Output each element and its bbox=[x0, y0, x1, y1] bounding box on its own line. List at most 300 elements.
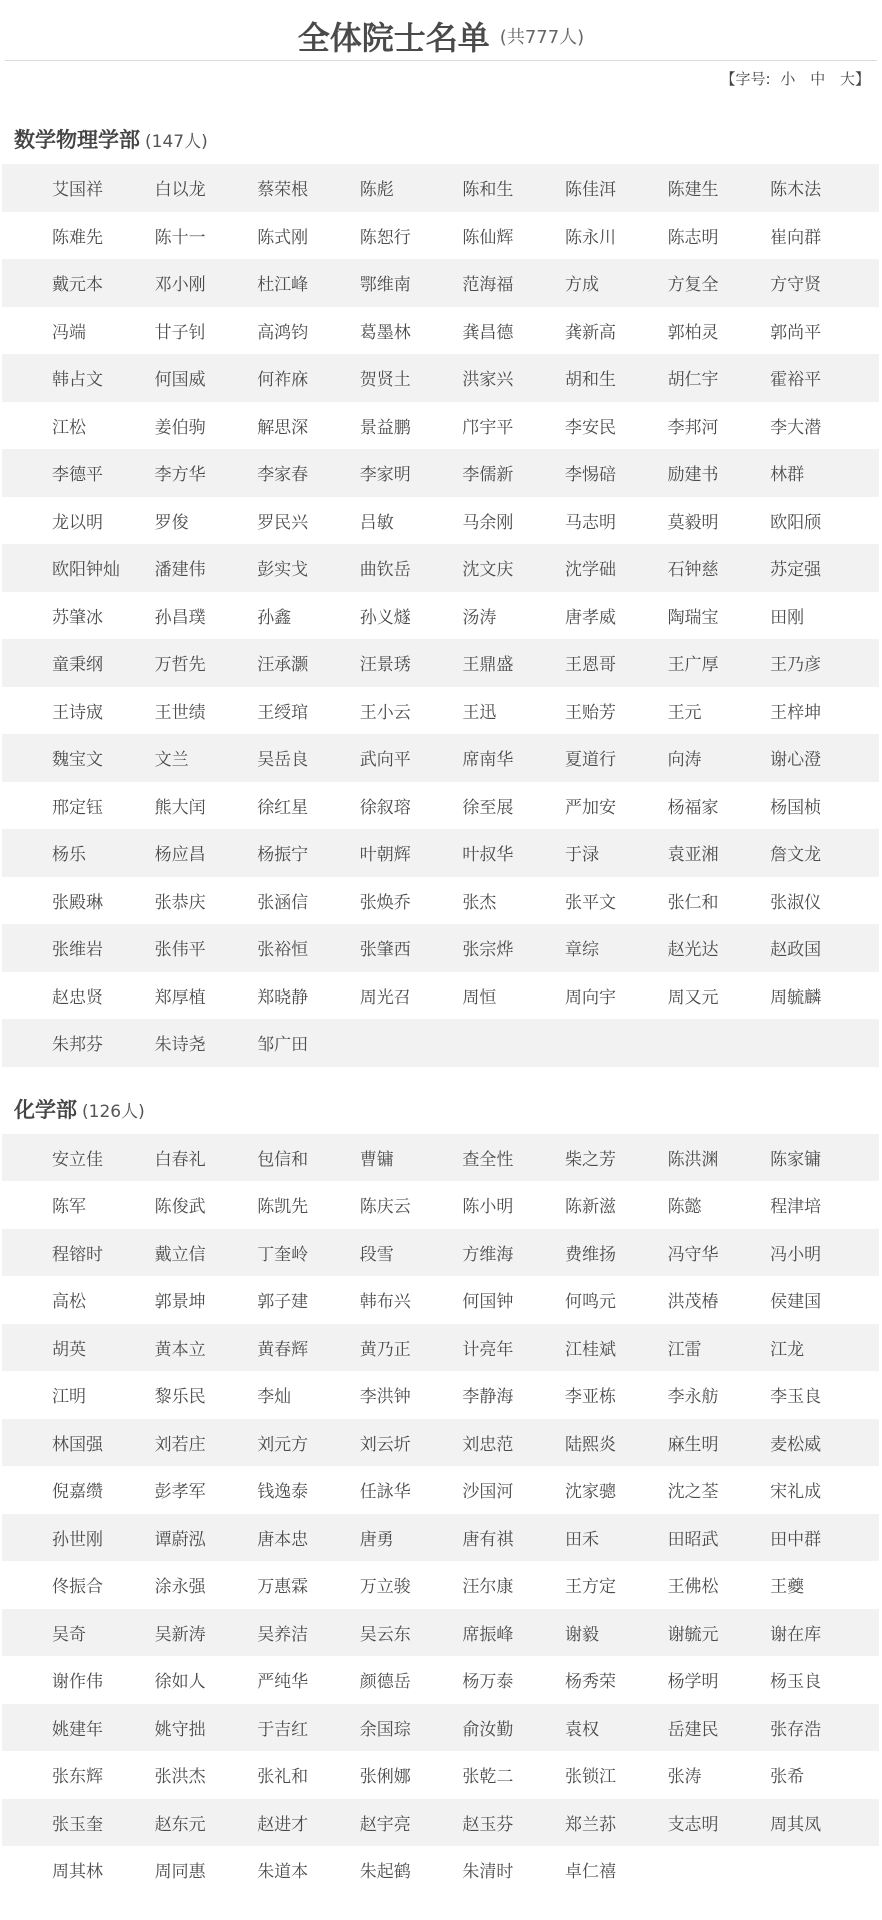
member-name-link[interactable]: 李儒新 bbox=[462, 465, 514, 486]
member-name-link[interactable]: 苏定强 bbox=[770, 560, 822, 581]
member-name-link[interactable]: 杜江峰 bbox=[257, 275, 309, 296]
member-name-link[interactable]: 王诗宬 bbox=[52, 702, 103, 723]
member-name-link[interactable]: 江雷 bbox=[667, 1339, 702, 1360]
member-name-link[interactable]: 陈恕行 bbox=[359, 227, 411, 248]
font-size-small-link[interactable]: 小 bbox=[780, 70, 796, 88]
member-name-link[interactable]: 彭孝军 bbox=[154, 1482, 206, 1503]
member-name-link[interactable]: 景益鹏 bbox=[359, 417, 411, 438]
member-row bbox=[2, 1419, 879, 1467]
member-name-link[interactable]: 姜伯驹 bbox=[154, 417, 206, 438]
member-name-link[interactable]: 王鼎盛 bbox=[462, 655, 514, 676]
member-name-link[interactable]: 徐红星 bbox=[257, 797, 309, 818]
member-row bbox=[2, 687, 879, 735]
font-size-medium-link[interactable]: 中 bbox=[810, 70, 826, 88]
member-name-link[interactable]: 谭蔚泓 bbox=[154, 1529, 206, 1550]
member-name-link[interactable]: 谢作伟 bbox=[52, 1672, 103, 1693]
member-name-link[interactable]: 张宗烨 bbox=[462, 940, 514, 961]
member-name-link[interactable]: 白春礼 bbox=[154, 1149, 206, 1170]
member-name-link[interactable]: 胡仁宇 bbox=[667, 370, 719, 391]
member-name-link[interactable]: 张玉奎 bbox=[52, 1814, 103, 1835]
member-name-link[interactable]: 何国钟 bbox=[462, 1292, 514, 1313]
member-name-link[interactable]: 洪茂椿 bbox=[667, 1292, 719, 1313]
member-name-link[interactable]: 岳建民 bbox=[667, 1719, 719, 1740]
member-name-link[interactable]: 熊大闰 bbox=[154, 797, 206, 818]
member-name-link[interactable]: 朱清时 bbox=[462, 1862, 514, 1883]
member-name-link[interactable]: 韩占文 bbox=[52, 370, 103, 391]
member-name-link[interactable]: 李邦河 bbox=[667, 417, 719, 438]
member-name-link[interactable]: 解思深 bbox=[257, 417, 309, 438]
member-name-link[interactable]: 支志明 bbox=[667, 1814, 719, 1835]
member-name-link[interactable]: 李灿 bbox=[257, 1387, 292, 1408]
member-name-link[interactable]: 陈军 bbox=[52, 1197, 86, 1218]
font-size-bar bbox=[0, 61, 882, 97]
section-count: (147人) bbox=[145, 132, 208, 152]
member-row bbox=[2, 164, 879, 212]
member-name-link[interactable]: 石钟慈 bbox=[667, 560, 719, 581]
member-name-link[interactable]: 万立骏 bbox=[359, 1577, 411, 1598]
member-name-link[interactable]: 陈彪 bbox=[359, 180, 394, 201]
member-name-link[interactable]: 向涛 bbox=[667, 750, 702, 771]
member-name-link[interactable]: 刘忠范 bbox=[462, 1434, 514, 1455]
member-name-link[interactable]: 田刚 bbox=[770, 607, 805, 628]
member-name-link[interactable]: 陈小明 bbox=[462, 1197, 514, 1218]
member-name-link[interactable]: 郑厚植 bbox=[154, 987, 206, 1008]
member-name-link[interactable]: 费维扬 bbox=[564, 1244, 616, 1265]
member-name-link[interactable]: 张杰 bbox=[462, 892, 497, 913]
member-name-link[interactable]: 徐如人 bbox=[154, 1672, 206, 1693]
member-name-link[interactable]: 林群 bbox=[770, 465, 805, 486]
member-name-link[interactable]: 谢毅 bbox=[564, 1624, 599, 1645]
member-name-link[interactable]: 王夔 bbox=[770, 1577, 805, 1598]
member-name-link[interactable]: 王贻芳 bbox=[564, 702, 616, 723]
member-name-link[interactable]: 佟振合 bbox=[52, 1577, 103, 1598]
member-name-link[interactable]: 张存浩 bbox=[770, 1719, 822, 1740]
member-row bbox=[2, 1229, 879, 1277]
member-name-link[interactable]: 张洪杰 bbox=[154, 1767, 206, 1788]
member-name-link[interactable]: 王方定 bbox=[564, 1577, 616, 1598]
member-name-link[interactable]: 詹文龙 bbox=[770, 845, 822, 866]
member-name-link[interactable]: 谢在库 bbox=[770, 1624, 822, 1645]
member-name-link[interactable]: 罗俊 bbox=[154, 512, 189, 533]
member-name-link[interactable]: 郭尚平 bbox=[770, 322, 822, 343]
member-name-link[interactable]: 谢毓元 bbox=[667, 1624, 719, 1645]
member-name-link[interactable]: 严加安 bbox=[564, 797, 616, 818]
member-name-link[interactable]: 白以龙 bbox=[154, 180, 206, 201]
member-name-link[interactable]: 孙义燧 bbox=[359, 607, 411, 628]
member-name-link[interactable]: 周其林 bbox=[52, 1862, 103, 1883]
member-name-link[interactable]: 刘云圻 bbox=[359, 1434, 411, 1455]
member-name-link[interactable]: 江松 bbox=[52, 417, 86, 438]
member-name-link[interactable]: 胡和生 bbox=[564, 370, 616, 391]
member-row bbox=[2, 592, 879, 640]
member-name-link[interactable]: 谢心澄 bbox=[770, 750, 822, 771]
member-name-link[interactable]: 陈木法 bbox=[770, 180, 822, 201]
member-name-link[interactable]: 计亮年 bbox=[462, 1339, 514, 1360]
member-row bbox=[2, 1371, 879, 1419]
member-name-link[interactable]: 张涵信 bbox=[257, 892, 309, 913]
member-name-link[interactable]: 郭柏灵 bbox=[667, 322, 719, 343]
member-name-link[interactable]: 汤涛 bbox=[462, 607, 497, 628]
member-name-link[interactable]: 方守贤 bbox=[770, 275, 822, 296]
member-name-link[interactable]: 陈志明 bbox=[667, 227, 719, 248]
member-name-link[interactable]: 霍裕平 bbox=[770, 370, 822, 391]
member-name-link[interactable]: 杨应昌 bbox=[154, 845, 206, 866]
member-name-link[interactable]: 李家明 bbox=[359, 465, 411, 486]
member-name-link[interactable]: 励建书 bbox=[667, 465, 719, 486]
member-name-link[interactable]: 龚新高 bbox=[564, 322, 616, 343]
member-name-link[interactable]: 胡英 bbox=[52, 1339, 86, 1360]
member-name-link[interactable]: 张俐娜 bbox=[359, 1767, 411, 1788]
member-name-link[interactable]: 叶叔华 bbox=[462, 845, 514, 866]
member-name-link[interactable]: 柴之芳 bbox=[564, 1149, 616, 1170]
member-name-link[interactable]: 陈庆云 bbox=[359, 1197, 411, 1218]
member-name-link[interactable]: 吕敏 bbox=[359, 512, 394, 533]
member-name-link[interactable]: 周毓麟 bbox=[770, 987, 822, 1008]
member-name-link[interactable]: 赵东元 bbox=[154, 1814, 206, 1835]
member-name-link[interactable]: 李洪钟 bbox=[359, 1387, 411, 1408]
member-name-link[interactable]: 吴养洁 bbox=[257, 1624, 309, 1645]
member-name-link[interactable]: 张伟平 bbox=[154, 940, 206, 961]
member-name-link[interactable]: 周向宇 bbox=[564, 987, 616, 1008]
member-name-link[interactable]: 王梓坤 bbox=[770, 702, 822, 723]
member-name-link[interactable]: 唐勇 bbox=[359, 1529, 394, 1550]
member-name-link[interactable]: 李方华 bbox=[154, 465, 206, 486]
member-name-link[interactable]: 吴云东 bbox=[359, 1624, 411, 1645]
member-name-link[interactable]: 曹镛 bbox=[359, 1149, 394, 1170]
font-size-label: 【字号: bbox=[720, 70, 771, 88]
member-name-link[interactable]: 孙鑫 bbox=[257, 607, 292, 628]
member-name-link[interactable]: 李永舫 bbox=[667, 1387, 719, 1408]
member-name-link[interactable]: 孙昌璞 bbox=[154, 607, 206, 628]
member-name-link[interactable]: 艾国祥 bbox=[52, 180, 103, 201]
member-name-link[interactable]: 贺贤土 bbox=[359, 370, 411, 391]
member-name-link[interactable]: 王小云 bbox=[359, 702, 411, 723]
member-name-link[interactable]: 周其凤 bbox=[770, 1814, 822, 1835]
member-name-link[interactable]: 王绶琯 bbox=[257, 702, 309, 723]
page-header bbox=[5, 0, 877, 61]
section-header bbox=[0, 1086, 882, 1134]
member-name-link[interactable]: 严纯华 bbox=[257, 1672, 309, 1693]
member-name-link[interactable]: 姚建年 bbox=[52, 1719, 103, 1740]
member-name-link[interactable]: 袁权 bbox=[564, 1719, 599, 1740]
member-name-link[interactable]: 田禾 bbox=[564, 1529, 599, 1550]
member-row bbox=[2, 1704, 879, 1752]
member-name-link[interactable]: 朱起鹤 bbox=[359, 1862, 411, 1883]
member-name-link[interactable]: 黄乃正 bbox=[359, 1339, 411, 1360]
member-name-link[interactable]: 潘建伟 bbox=[154, 560, 206, 581]
member-name-link[interactable]: 冯小明 bbox=[770, 1244, 822, 1265]
member-name-link[interactable]: 席南华 bbox=[462, 750, 514, 771]
member-name-link[interactable]: 王迅 bbox=[462, 702, 497, 723]
member-name-link[interactable]: 于吉红 bbox=[257, 1719, 309, 1740]
member-name-link[interactable]: 吴奇 bbox=[52, 1624, 86, 1645]
member-name-link[interactable]: 张淑仪 bbox=[770, 892, 822, 913]
member-name-link[interactable]: 段雪 bbox=[359, 1244, 394, 1265]
member-row bbox=[2, 307, 879, 355]
member-name-link[interactable]: 周又元 bbox=[667, 987, 719, 1008]
member-name-link[interactable]: 陈永川 bbox=[564, 227, 616, 248]
member-name-link[interactable]: 范海福 bbox=[462, 275, 514, 296]
member-name-link[interactable]: 鄂维南 bbox=[359, 275, 411, 296]
member-name-link[interactable]: 张仁和 bbox=[667, 892, 719, 913]
member-name-link[interactable]: 徐至展 bbox=[462, 797, 514, 818]
member-name-link[interactable]: 徐叙瑢 bbox=[359, 797, 411, 818]
member-name-link[interactable]: 杨国桢 bbox=[770, 797, 822, 818]
member-name-link[interactable]: 邝宇平 bbox=[462, 417, 514, 438]
member-name-link[interactable]: 田中群 bbox=[770, 1529, 822, 1550]
member-name-link[interactable]: 汪尔康 bbox=[462, 1577, 514, 1598]
member-name-link[interactable]: 邢定钰 bbox=[52, 797, 103, 818]
member-name-link[interactable]: 程镕时 bbox=[52, 1244, 103, 1265]
member-row bbox=[2, 877, 879, 925]
member-name-link[interactable]: 王恩哥 bbox=[564, 655, 616, 676]
member-name-link[interactable]: 欧阳钟灿 bbox=[52, 560, 120, 581]
member-name-link[interactable]: 宋礼成 bbox=[770, 1482, 822, 1503]
member-name-link[interactable]: 唐本忠 bbox=[257, 1529, 309, 1550]
member-name-link[interactable]: 唐有祺 bbox=[462, 1529, 514, 1550]
member-name-link[interactable]: 杨福家 bbox=[667, 797, 719, 818]
member-name-link[interactable]: 张希 bbox=[770, 1767, 805, 1788]
member-name-link[interactable]: 刘元方 bbox=[257, 1434, 309, 1455]
member-name-link[interactable]: 麦松威 bbox=[770, 1434, 822, 1455]
member-name-link[interactable]: 张裕恒 bbox=[257, 940, 309, 961]
member-name-link[interactable]: 俞汝勤 bbox=[462, 1719, 514, 1740]
member-name-link[interactable]: 邓小刚 bbox=[154, 275, 206, 296]
member-name-link[interactable]: 姚守拙 bbox=[154, 1719, 206, 1740]
member-name-link[interactable]: 朱诗尧 bbox=[154, 1035, 206, 1056]
member-name-link[interactable]: 王元 bbox=[667, 702, 702, 723]
member-row bbox=[2, 1276, 879, 1324]
member-name-link[interactable]: 安立佳 bbox=[52, 1149, 103, 1170]
member-name-link[interactable]: 郑晓静 bbox=[257, 987, 309, 1008]
member-name-link[interactable]: 周光召 bbox=[359, 987, 411, 1008]
member-name-link[interactable]: 方复全 bbox=[667, 275, 719, 296]
member-name-link[interactable]: 章综 bbox=[564, 940, 599, 961]
member-name-link[interactable]: 涂永强 bbox=[154, 1577, 206, 1598]
member-name-link[interactable]: 张殿琳 bbox=[52, 892, 103, 913]
member-name-link[interactable]: 方成 bbox=[564, 275, 599, 296]
member-name-link[interactable]: 李安民 bbox=[564, 417, 616, 438]
member-name-link[interactable]: 欧阳颀 bbox=[770, 512, 822, 533]
member-name-link[interactable]: 倪嘉缵 bbox=[52, 1482, 103, 1503]
member-name-link[interactable]: 赵宇亮 bbox=[359, 1814, 411, 1835]
member-name-link[interactable]: 颜德岳 bbox=[359, 1672, 411, 1693]
member-name-link[interactable]: 朱邦芬 bbox=[52, 1035, 103, 1056]
member-name-link[interactable]: 蔡荣根 bbox=[257, 180, 309, 201]
member-name-link[interactable]: 李惕碚 bbox=[564, 465, 616, 486]
member-name-link[interactable]: 黄春辉 bbox=[257, 1339, 309, 1360]
member-name-link[interactable]: 张乾二 bbox=[462, 1767, 514, 1788]
member-name-link[interactable]: 朱道本 bbox=[257, 1862, 309, 1883]
member-name-link[interactable]: 席振峰 bbox=[462, 1624, 514, 1645]
member-name-link[interactable]: 张维岩 bbox=[52, 940, 103, 961]
member-name-link[interactable]: 沈学础 bbox=[564, 560, 616, 581]
member-name-link[interactable]: 李玉良 bbox=[770, 1387, 822, 1408]
member-name-link[interactable]: 杨万泰 bbox=[462, 1672, 514, 1693]
member-name-link[interactable]: 苏肇冰 bbox=[52, 607, 103, 628]
member-name-link[interactable]: 袁亚湘 bbox=[667, 845, 719, 866]
member-name-link[interactable]: 汪景琇 bbox=[359, 655, 411, 676]
member-name-link[interactable]: 陈式刚 bbox=[257, 227, 309, 248]
member-name-link[interactable]: 于渌 bbox=[564, 845, 599, 866]
member-name-link[interactable]: 李静海 bbox=[462, 1387, 514, 1408]
member-name-link[interactable]: 赵光达 bbox=[667, 940, 719, 961]
member-name-link[interactable]: 张礼和 bbox=[257, 1767, 309, 1788]
member-name-link[interactable]: 孙世刚 bbox=[52, 1529, 103, 1550]
member-name-link[interactable]: 王广厚 bbox=[667, 655, 719, 676]
member-name-link[interactable]: 陈洪渊 bbox=[667, 1149, 719, 1170]
member-name-link[interactable]: 吴新涛 bbox=[154, 1624, 206, 1645]
member-name-link[interactable]: 周恒 bbox=[462, 987, 497, 1008]
member-name-link[interactable]: 田昭武 bbox=[667, 1529, 719, 1550]
member-name-link[interactable]: 李亚栋 bbox=[564, 1387, 616, 1408]
member-name-link[interactable]: 张焕乔 bbox=[359, 892, 411, 913]
member-name-link[interactable]: 陈仙辉 bbox=[462, 227, 514, 248]
member-name-link[interactable]: 何鸣元 bbox=[564, 1292, 616, 1313]
member-name-link[interactable]: 卓仁禧 bbox=[564, 1862, 616, 1883]
member-name-link[interactable]: 叶朝辉 bbox=[359, 845, 411, 866]
member-name-link[interactable]: 张锁江 bbox=[564, 1767, 616, 1788]
member-name-link[interactable]: 江龙 bbox=[770, 1339, 805, 1360]
member-name-link[interactable]: 武向平 bbox=[359, 750, 411, 771]
member-name-link[interactable]: 沈文庆 bbox=[462, 560, 514, 581]
member-name-link[interactable]: 黎乐民 bbox=[154, 1387, 206, 1408]
member-name-link[interactable]: 陈新滋 bbox=[564, 1197, 616, 1218]
member-name-link[interactable]: 王佛松 bbox=[667, 1577, 719, 1598]
member-name-link[interactable]: 赵进才 bbox=[257, 1814, 309, 1835]
member-name-link[interactable]: 戴元本 bbox=[52, 275, 103, 296]
member-name-link[interactable]: 李家春 bbox=[257, 465, 309, 486]
member-name-link[interactable]: 杨学明 bbox=[667, 1672, 719, 1693]
member-name-link[interactable]: 钱逸泰 bbox=[257, 1482, 309, 1503]
member-name-link[interactable]: 张肇西 bbox=[359, 940, 411, 961]
member-name-link[interactable]: 王世绩 bbox=[154, 702, 206, 723]
font-size-large-link[interactable]: 大】 bbox=[839, 70, 870, 88]
member-name-link[interactable]: 沙国河 bbox=[462, 1482, 514, 1503]
member-name-link[interactable]: 麻生明 bbox=[667, 1434, 719, 1455]
sections-container bbox=[0, 116, 882, 1894]
member-row bbox=[2, 1751, 879, 1799]
member-name-link[interactable]: 陈难先 bbox=[52, 227, 103, 248]
member-name-link[interactable]: 夏道行 bbox=[564, 750, 616, 771]
member-name-link[interactable]: 甘子钊 bbox=[154, 322, 206, 343]
member-name-link[interactable]: 余国琮 bbox=[359, 1719, 411, 1740]
section-title: 化学部 bbox=[14, 1097, 77, 1122]
member-name-link[interactable]: 罗民兴 bbox=[257, 512, 309, 533]
member-name-link[interactable]: 何祚庥 bbox=[257, 370, 309, 391]
section-title: 数学物理学部 bbox=[14, 128, 140, 152]
member-name-link[interactable]: 陈十一 bbox=[154, 227, 206, 248]
member-name-link[interactable]: 郭景坤 bbox=[154, 1292, 206, 1313]
member-name-link[interactable]: 何国威 bbox=[154, 370, 206, 391]
member-name-link[interactable]: 查全性 bbox=[462, 1149, 514, 1170]
member-name-link[interactable]: 陈懿 bbox=[667, 1197, 702, 1218]
member-name-link[interactable]: 周同惠 bbox=[154, 1862, 206, 1883]
member-name-link[interactable]: 童秉纲 bbox=[52, 655, 103, 676]
member-name-link[interactable]: 张东辉 bbox=[52, 1767, 103, 1788]
member-row bbox=[2, 829, 879, 877]
member-name-link[interactable]: 魏宝文 bbox=[52, 750, 103, 771]
member-name-link[interactable]: 戴立信 bbox=[154, 1244, 206, 1265]
member-name-link[interactable]: 洪家兴 bbox=[462, 370, 514, 391]
member-name-link[interactable]: 陆熙炎 bbox=[564, 1434, 616, 1455]
member-name-link[interactable]: 王乃彦 bbox=[770, 655, 822, 676]
member-name-link[interactable]: 程津培 bbox=[770, 1197, 822, 1218]
member-name-link[interactable]: 张涛 bbox=[667, 1767, 702, 1788]
member-name-link[interactable]: 赵玉芬 bbox=[462, 1814, 514, 1835]
member-name-link[interactable]: 马志明 bbox=[564, 512, 616, 533]
member-name-link[interactable]: 刘若庄 bbox=[154, 1434, 206, 1455]
member-name-link[interactable]: 李德平 bbox=[52, 465, 103, 486]
member-name-link[interactable]: 杨秀荣 bbox=[564, 1672, 616, 1693]
section-header bbox=[0, 116, 882, 164]
member-name-link[interactable]: 林国强 bbox=[52, 1434, 103, 1455]
member-name-link[interactable]: 汪承灏 bbox=[257, 655, 309, 676]
member-name-link[interactable]: 文兰 bbox=[154, 750, 189, 771]
member-name-link[interactable]: 吴岳良 bbox=[257, 750, 309, 771]
member-name-link[interactable]: 陈和生 bbox=[462, 180, 514, 201]
member-name-link[interactable]: 马余刚 bbox=[462, 512, 514, 533]
member-name-link[interactable]: 郭子建 bbox=[257, 1292, 309, 1313]
member-name-link[interactable]: 沈家骢 bbox=[564, 1482, 616, 1503]
member-name-link[interactable]: 黄本立 bbox=[154, 1339, 206, 1360]
member-name-link[interactable]: 曲钦岳 bbox=[359, 560, 411, 581]
member-name-link[interactable]: 高松 bbox=[52, 1292, 86, 1313]
member-name-link[interactable]: 杨乐 bbox=[52, 845, 86, 866]
member-name-link[interactable]: 张恭庆 bbox=[154, 892, 206, 913]
member-name-link[interactable]: 龙以明 bbox=[52, 512, 103, 533]
member-name-link[interactable]: 陈凯先 bbox=[257, 1197, 309, 1218]
member-name-link[interactable]: 侯建国 bbox=[770, 1292, 822, 1313]
member-name-link[interactable]: 赵忠贤 bbox=[52, 987, 103, 1008]
member-row bbox=[2, 497, 879, 545]
member-name-link[interactable]: 冯端 bbox=[52, 322, 86, 343]
member-name-link[interactable]: 崔向群 bbox=[770, 227, 822, 248]
member-name-link[interactable]: 万哲先 bbox=[154, 655, 206, 676]
member-name-link[interactable]: 龚昌德 bbox=[462, 322, 514, 343]
member-name-link[interactable]: 高鸿钧 bbox=[257, 322, 309, 343]
member-name-link[interactable]: 冯守华 bbox=[667, 1244, 719, 1265]
member-name-link[interactable]: 沈之荃 bbox=[667, 1482, 719, 1503]
member-name-link[interactable]: 韩布兴 bbox=[359, 1292, 411, 1313]
member-name-link[interactable]: 邹广田 bbox=[257, 1035, 309, 1056]
member-name-link[interactable]: 陈俊武 bbox=[154, 1197, 206, 1218]
member-name-link[interactable]: 陶瑞宝 bbox=[667, 607, 719, 628]
member-name-link[interactable]: 彭实戈 bbox=[257, 560, 309, 581]
member-name-link[interactable]: 赵政国 bbox=[770, 940, 822, 961]
member-name-link[interactable]: 葛墨林 bbox=[359, 322, 411, 343]
member-name-link[interactable]: 杨玉良 bbox=[770, 1672, 822, 1693]
member-name-link[interactable]: 任詠华 bbox=[359, 1482, 411, 1503]
member-name-link[interactable]: 陈佳洱 bbox=[564, 180, 616, 201]
member-name-link[interactable]: 陈家镛 bbox=[770, 1149, 822, 1170]
member-name-link[interactable]: 丁奎岭 bbox=[257, 1244, 309, 1265]
member-name-link[interactable]: 江桂斌 bbox=[564, 1339, 616, 1360]
member-name-link[interactable]: 包信和 bbox=[257, 1149, 309, 1170]
member-name-link[interactable]: 莫毅明 bbox=[667, 512, 719, 533]
member-name-link[interactable]: 张平文 bbox=[564, 892, 616, 913]
member-name-link[interactable]: 江明 bbox=[52, 1387, 86, 1408]
member-name-link[interactable]: 万惠霖 bbox=[257, 1577, 309, 1598]
member-name-link[interactable]: 陈建生 bbox=[667, 180, 719, 201]
member-name-link[interactable]: 李大潜 bbox=[770, 417, 822, 438]
member-name-link[interactable]: 唐孝威 bbox=[564, 607, 616, 628]
member-row bbox=[2, 1324, 879, 1372]
member-name-link[interactable]: 方维海 bbox=[462, 1244, 514, 1265]
member-row bbox=[2, 972, 879, 1020]
member-name-link[interactable]: 杨振宁 bbox=[257, 845, 309, 866]
member-name-link[interactable]: 郑兰荪 bbox=[564, 1814, 616, 1835]
